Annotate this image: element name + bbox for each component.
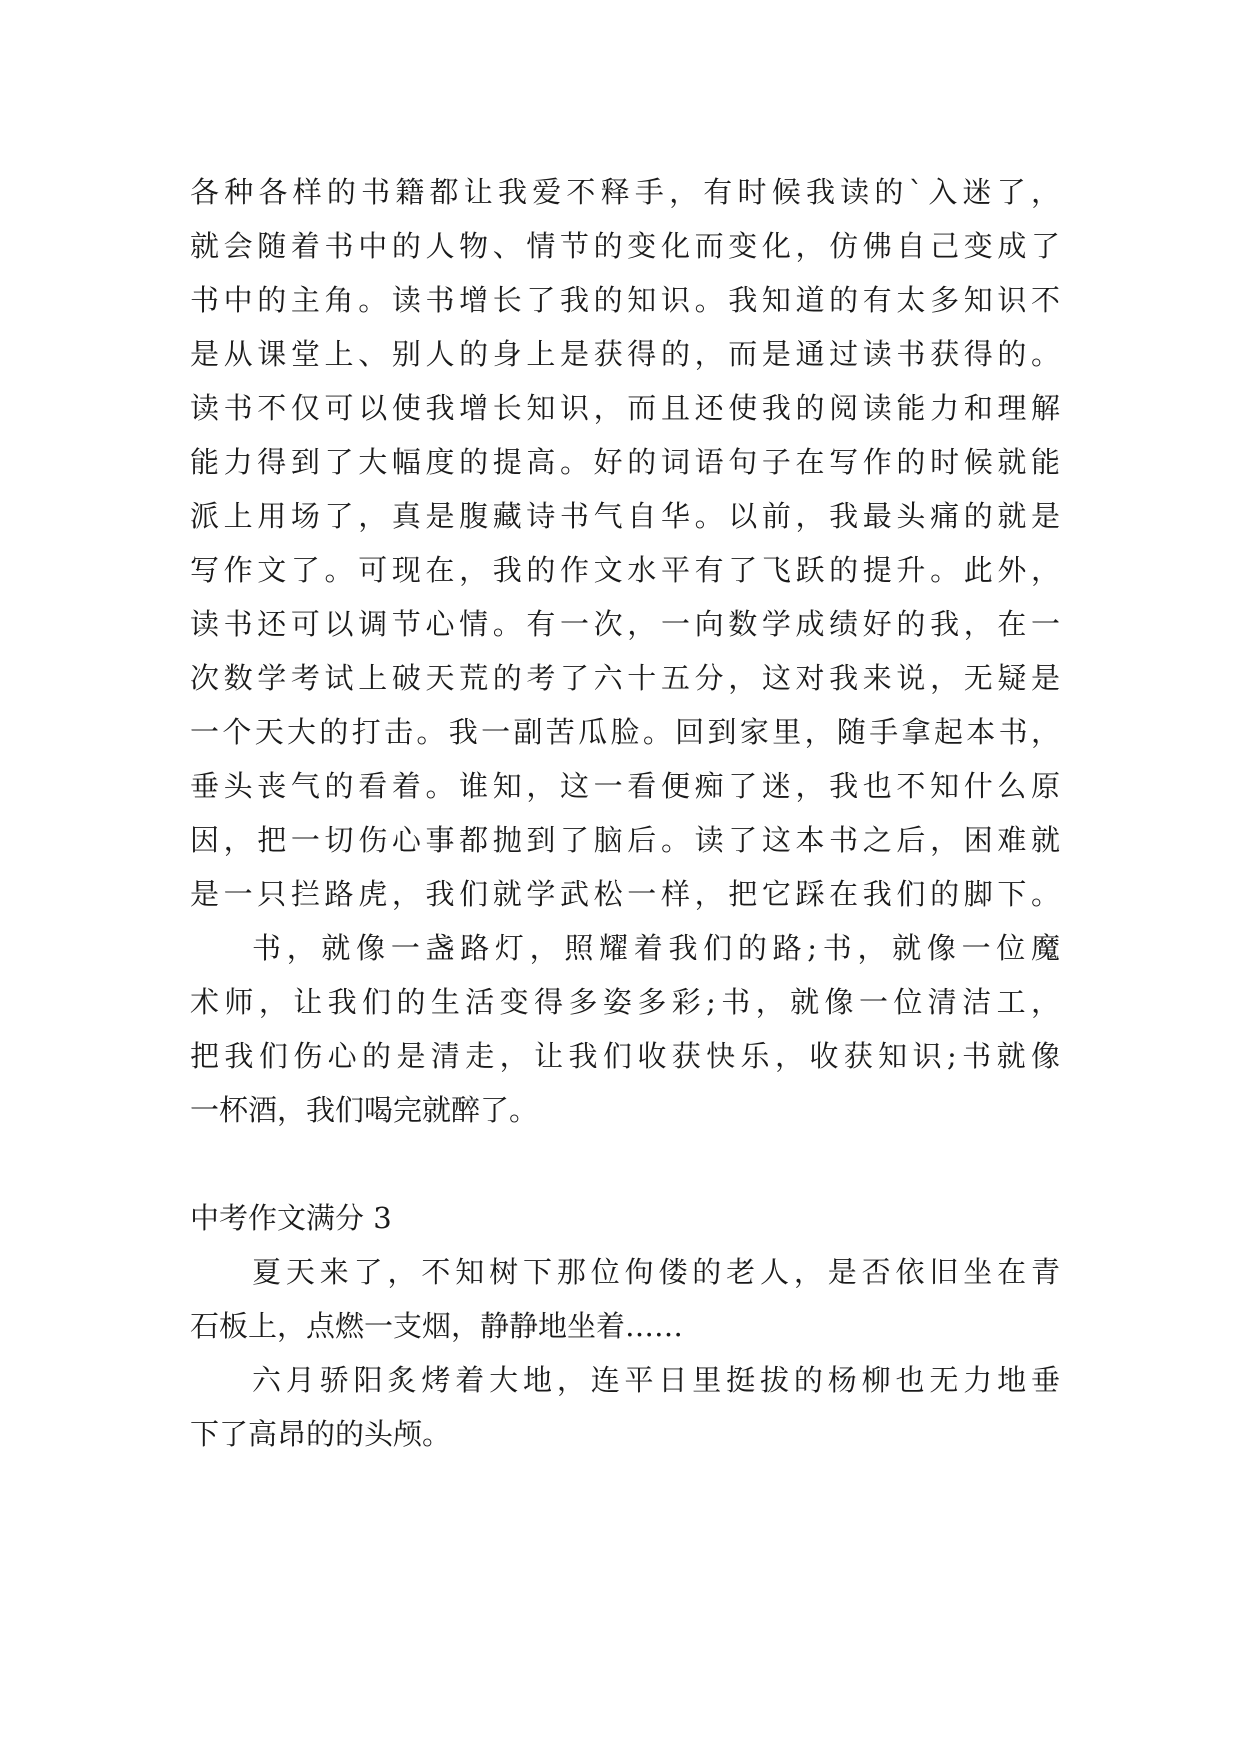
- text-line: 能力得到了大幅度的提高。好的词语句子在写作的时候就能: [190, 445, 1060, 479]
- text-line: 书，就像一盏路灯，照耀着我们的路;书，就像一位魔: [252, 931, 1060, 965]
- paragraph-4: [190, 1353, 1060, 1461]
- text-line: 书中的主角。读书增长了我的知识。我知道的有太多知识不: [190, 283, 1060, 317]
- text-line: 六月骄阳炙烤着大地，连平日里挺拔的杨柳也无力地垂: [252, 1363, 1060, 1397]
- paragraph-1: [190, 165, 1060, 921]
- text-line: 术师，让我们的生活变得多姿多彩;书，就像一位清洁工，: [190, 985, 1060, 1019]
- text-line: 一个天大的打击。我一副苦瓜脸。回到家里，随手拿起本书，: [190, 715, 1060, 749]
- text-line: 各种各样的书籍都让我爱不释手，有时候我读的`入迷了，: [190, 175, 1060, 209]
- text-line: 读书不仅可以使我增长知识，而且还使我的阅读能力和理解: [190, 391, 1060, 425]
- text-line: 是从课堂上、别人的身上是获得的，而是通过读书获得的。: [190, 337, 1060, 371]
- text-line: 就会随着书中的人物、情节的变化而变化，仿佛自己变成了: [190, 229, 1060, 263]
- text-line: 夏天来了，不知树下那位佝偻的老人，是否依旧坐在青: [252, 1255, 1060, 1289]
- text-line: 次数学考试上破天荒的考了六十五分，这对我来说，无疑是: [190, 661, 1060, 695]
- text-line: 写作文了。可现在，我的作文水平有了飞跃的提升。此外，: [190, 553, 1060, 587]
- text-line: 读书还可以调节心情。有一次，一向数学成绩好的我，在一: [190, 607, 1060, 641]
- text-line: 因，把一切伤心事都抛到了脑后。读了这本书之后，困难就: [190, 823, 1060, 857]
- text-line: 石板上，点燃一支烟，静静地坐着……: [190, 1309, 684, 1343]
- document-body: [190, 165, 1060, 1461]
- paragraph-2: [190, 921, 1060, 1137]
- section-heading: 中考作文满分 3: [190, 1201, 392, 1235]
- paragraph-3: [190, 1245, 1060, 1353]
- text-line: 派上用场了，真是腹藏诗书气自华。以前，我最头痛的就是: [190, 499, 1060, 533]
- text-line: 下了高昂的的头颅。: [190, 1417, 452, 1451]
- text-line: 是一只拦路虎，我们就学武松一样，把它踩在我们的脚下。: [190, 877, 1060, 911]
- paragraph-spacer: [190, 1137, 1060, 1191]
- text-line: 把我们伤心的是清走，让我们收获快乐，收获知识;书就像: [190, 1039, 1060, 1073]
- text-line: 垂头丧气的看着。谁知，这一看便痴了迷，我也不知什么原: [190, 769, 1060, 803]
- text-line: 一杯酒，我们喝完就醉了。: [190, 1093, 539, 1127]
